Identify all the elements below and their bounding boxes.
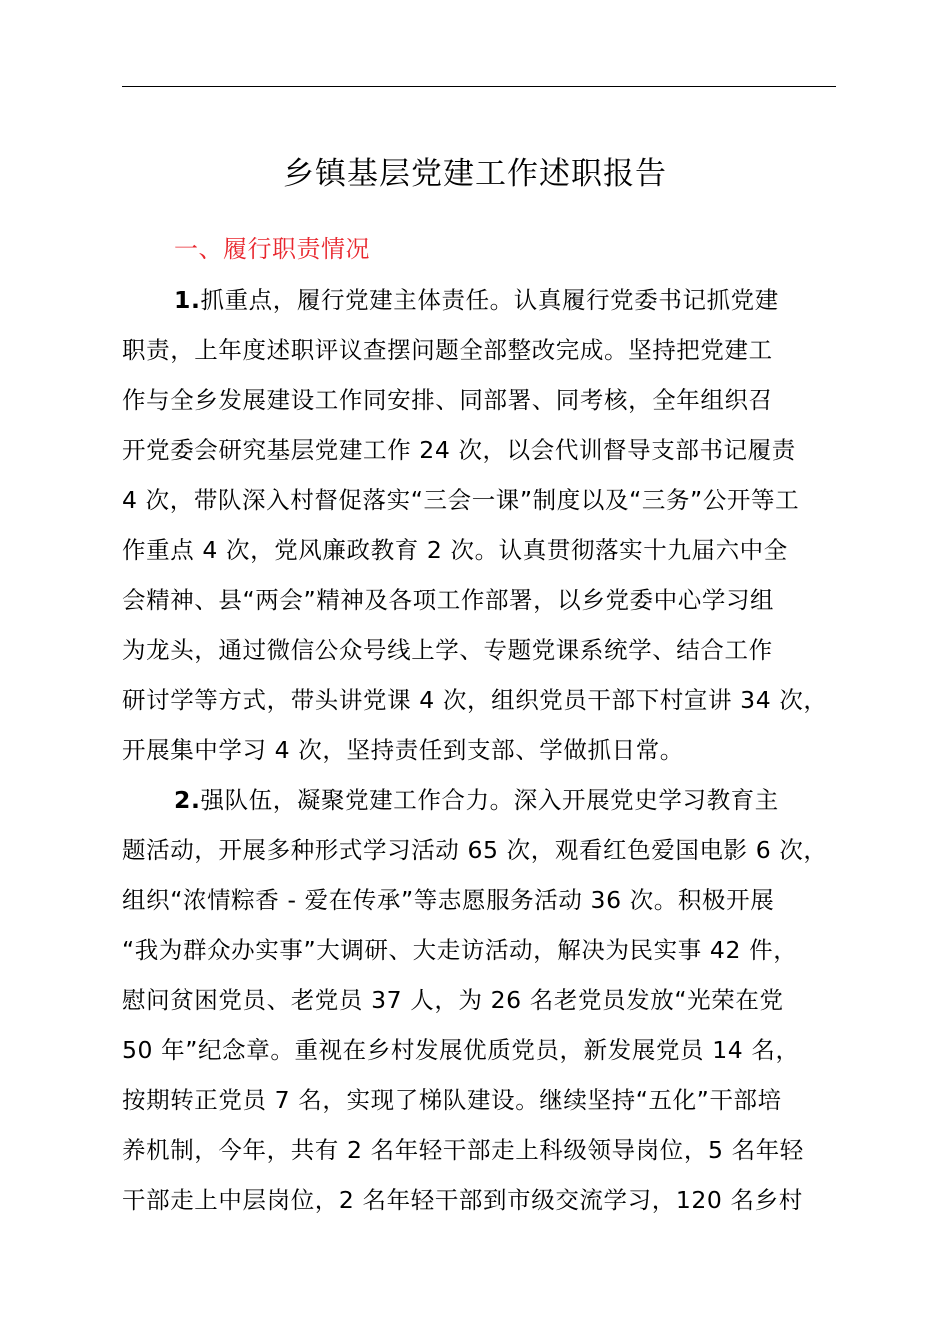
text-line: 开党委会研究基层党建工作 24 次，以会代训督导支部书记履责 — [122, 436, 796, 464]
text-line: 组织“浓情粽香 - 爱在传承”等志愿服务活动 36 次。积极开展 — [122, 886, 775, 914]
text-line: 研讨学等方式，带头讲党课 4 次，组织党员干部下村宣讲 34 次， — [122, 686, 828, 714]
text-line: 作与全乡发展建设工作同安排、同部署、同考核，全年组织召 — [122, 386, 773, 414]
text-line: 强队伍，凝聚党建工作合力。深入开展党史学习教育主 — [200, 786, 779, 814]
text-line: 会精神、县“两会”精神及各项工作部署，以乡党委中心学习组 — [122, 586, 775, 614]
text-line: 养机制，今年，共有 2 名年轻干部走上科级领导岗位，5 名年轻 — [122, 1136, 804, 1164]
text-line: 抓重点，履行党建主体责任。认真履行党委书记抓党建 — [200, 286, 779, 314]
document-title: 乡镇基层党建工作述职报告 — [283, 156, 667, 192]
paragraph-number: 2. — [174, 786, 201, 814]
paragraph-1-line-1 — [122, 275, 858, 325]
text-line: 为龙头，通过微信公众号线上学、专题党课系统学、结合工作 — [122, 636, 773, 664]
text-line: 职责，上年度述职评议查摆问题全部整改完成。坚持把党建工 — [122, 336, 773, 364]
text-line: 题活动，开展多种形式学习活动 65 次，观看红色爱国电影 6 次， — [122, 836, 828, 864]
section-heading: 一、履行职责情况 — [174, 235, 370, 263]
text-line: 干部走上中层岗位，2 名年轻干部到市级交流学习，120 名乡村 — [122, 1186, 803, 1214]
header-rule — [122, 86, 836, 87]
text-line: “我为群众办实事”大调研、大走访活动，解决为民实事 42 件， — [122, 936, 798, 964]
paragraph-number: 1. — [174, 286, 201, 314]
body-text — [122, 275, 858, 1225]
text-line: 作重点 4 次，党风廉政教育 2 次。认真贯彻落实十九届六中全 — [122, 536, 788, 564]
text-line: 慰问贫困党员、老党员 37 人，为 26 名老党员发放“光荣在党 — [122, 986, 784, 1014]
text-line: 50 年”纪念章。重视在乡村发展优质党员，新发展党员 14 名， — [122, 1036, 800, 1064]
text-line: 开展集中学习 4 次，坚持责任到支部、学做抓日常。 — [122, 736, 684, 764]
text-line: 按期转正党员 7 名，实现了梯队建设。继续坚持“五化”干部培 — [122, 1086, 782, 1114]
paragraph-2-line-1 — [122, 775, 858, 825]
text-line: 4 次，带队深入村督促落实“三会一课”制度以及“三务”公开等工 — [122, 486, 800, 514]
